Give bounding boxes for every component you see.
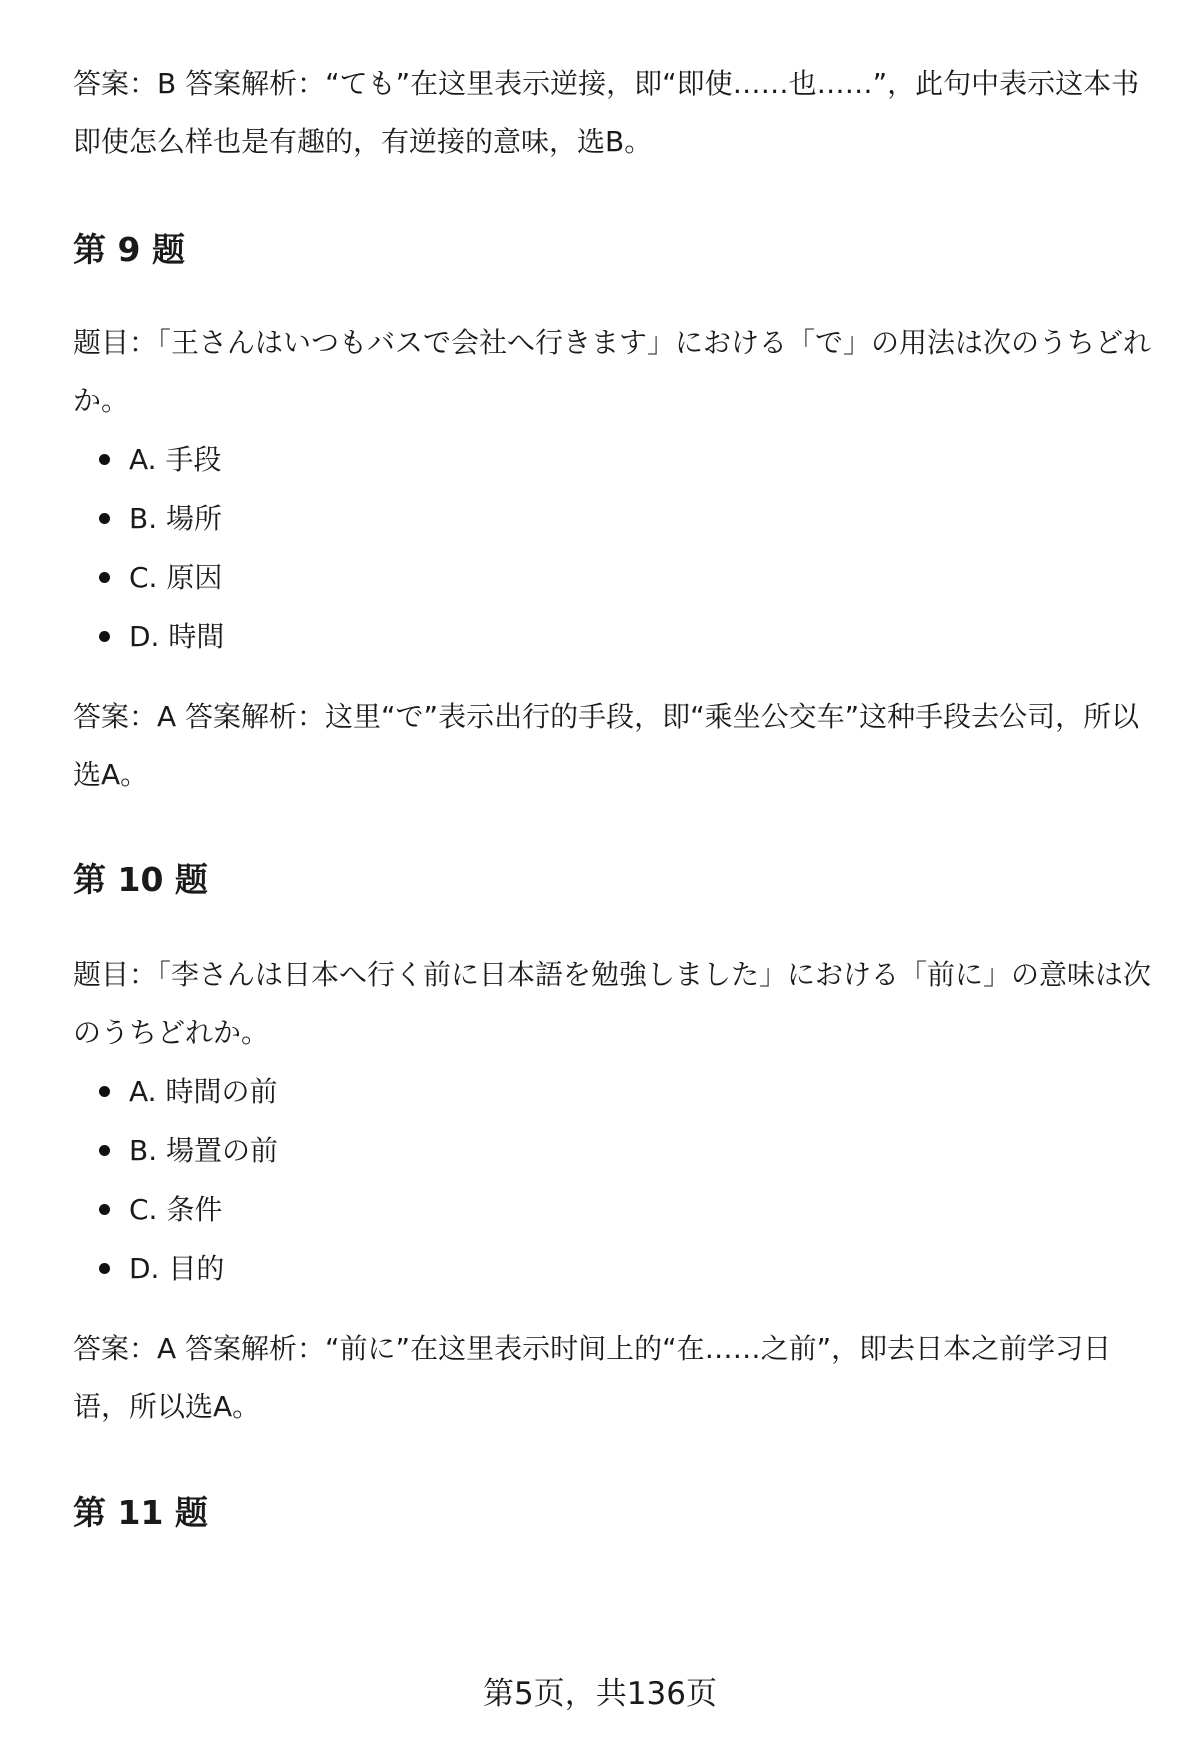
option-item [73, 1121, 1153, 1180]
option-item [73, 1239, 1153, 1298]
bullet-icon [99, 1145, 110, 1156]
page-footer: 第5页，共136页 [483, 1676, 717, 1712]
question-11-heading: 第 11 题 [73, 1493, 208, 1532]
question-9-options [73, 430, 1153, 666]
option-item [73, 430, 1153, 489]
bullet-icon [99, 572, 110, 583]
bullet-icon [99, 1263, 110, 1274]
option-item [73, 1062, 1153, 1121]
option-item [73, 548, 1153, 607]
answer-q10: 答案：A 答案解析：“前に”在这里表示时间上的“在……之前”，即去日本之前学习日语，所以选A。 [73, 1332, 1112, 1423]
option-label: B. 場所 [129, 502, 223, 535]
option-label: A. 手段 [129, 443, 222, 476]
bullet-icon [99, 513, 110, 524]
option-item [73, 1180, 1153, 1239]
question-10-text: 题目：「李さんは日本へ行く前に日本語を勉強しました」における「前に」の意味は次のうちどれか。 [73, 958, 1152, 1049]
question-10-options [73, 1062, 1153, 1298]
option-label: C. 条件 [129, 1193, 223, 1226]
option-label: D. 時間 [129, 620, 225, 653]
question-9-heading: 第 9 题 [73, 230, 185, 269]
answer-q8: 答案：B 答案解析：“ても”在这里表示逆接，即“即使……也……”，此句中表示这本书即使怎么样也是有趣的，有逆接的意味，选B。 [73, 67, 1140, 158]
option-label: D. 目的 [129, 1252, 225, 1285]
document-page [73, 55, 1153, 1538]
option-item [73, 489, 1153, 548]
question-9-text: 题目：「王さんはいつもバスで会社へ行きます」における「で」の用法は次のうちどれか。 [73, 326, 1152, 417]
question-10-heading: 第 10 题 [73, 860, 208, 899]
option-item [73, 607, 1153, 666]
bullet-icon [99, 631, 110, 642]
bullet-icon [99, 454, 110, 465]
bullet-icon [99, 1204, 110, 1215]
option-label: A. 時間の前 [129, 1075, 278, 1108]
bullet-icon [99, 1086, 110, 1097]
option-label: B. 場置の前 [129, 1134, 279, 1167]
answer-q9: 答案：A 答案解析：这里“で”表示出行的手段，即“乘坐公交车”这种手段去公司，所以选A。 [73, 700, 1140, 791]
option-label: C. 原因 [129, 561, 223, 594]
